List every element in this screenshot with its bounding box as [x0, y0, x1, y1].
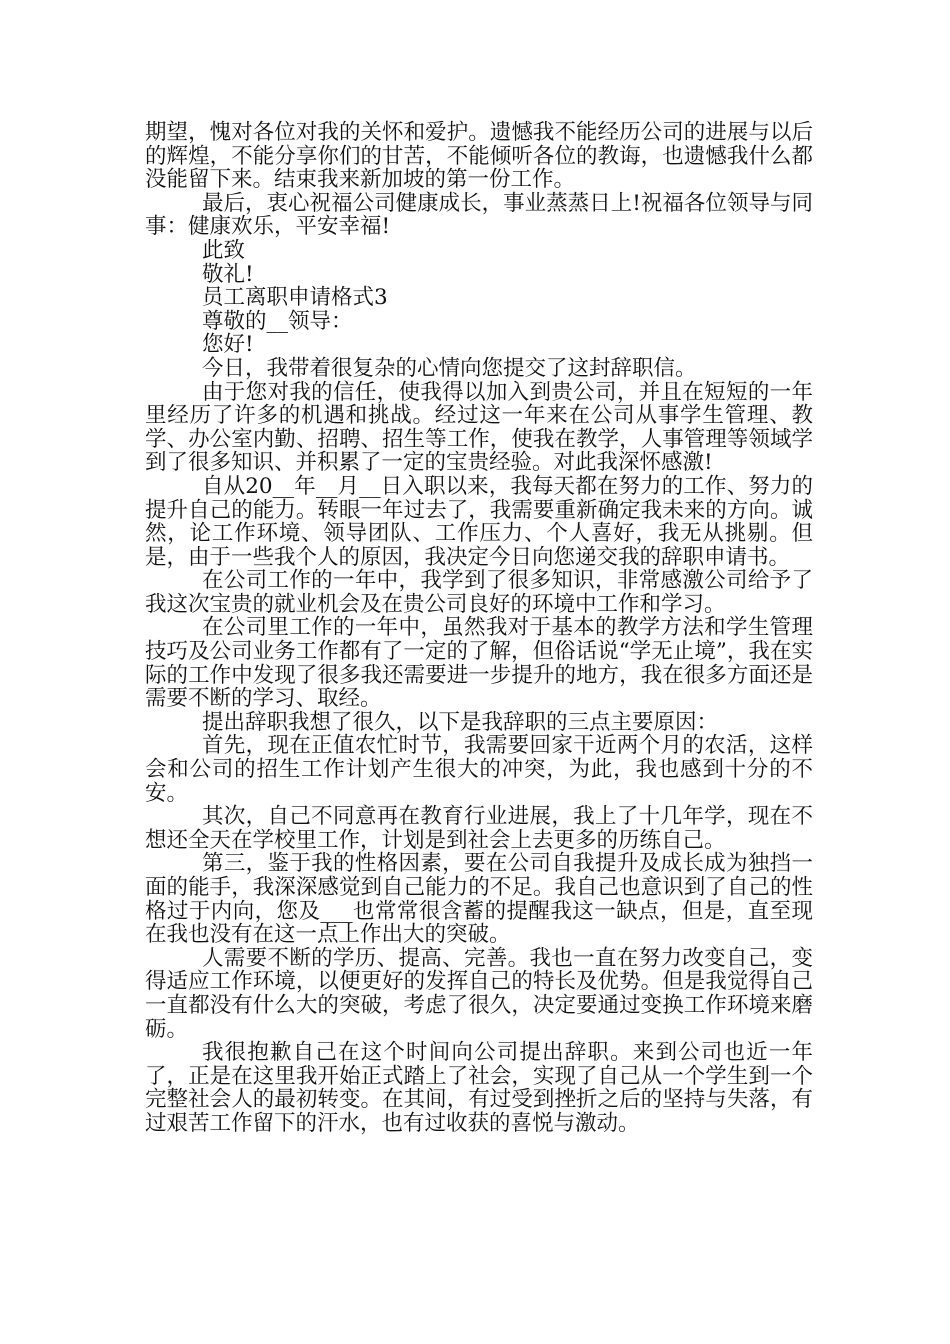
document-body: [145, 121, 813, 1136]
closing-line: 敬礼!: [202, 261, 254, 287]
section-heading: 员工离职申请格式3: [202, 285, 388, 311]
paragraph: 首先，现在正值农忙时节，我需要回家干近两个月的农活，这样会和公司的招生工作计划产生很大的冲突，为此，我也感到十分的不安。: [145, 733, 813, 806]
paragraph: 最后，衷心祝福公司健康成长，事业蒸蒸日上!祝福各位领导与同事：健康欢乐，平安幸福!: [145, 190, 813, 240]
paragraph: 由于您对我的信任，使我得以加入到贵公司，并且在短短的一年里经历了许多的机遇和挑战。经过这一年来在公司从事学生管理、教学、办公室内勤、招聘、招生等工作，使我在教学，人事管理等领域学到了很多知识、并积累了一定的宝贵经验。对此我深怀感激!: [145, 379, 813, 476]
paragraph: 第三，鉴于我的性格因素，要在公司自我提升及成长成为独挡一面的能手，我深深感觉到自己能力的不足。我自己也意识到了自己的性格过于内向，您及___也常常很含蓄的提醒我这一缺点，但是，直至现在我也没有在这一点上作出大的突破。: [145, 851, 813, 948]
greeting: 您好!: [202, 332, 254, 358]
closing-line: 此致: [202, 237, 246, 263]
paragraph: 自从20__年__月__日入职以来，我每天都在努力的工作、努力的提升自己的能力。转眼一年过去了，我需要重新确定我未来的方向。诚然，论工作环境、领导团队、工作压力、个人喜好，我无从挑剔。但是，由于一些我个人的原因，我决定今日向您递交我的辞职申请书。: [145, 473, 813, 570]
paragraph: 提出辞职我想了很久，以下是我辞职的三点主要原因：: [202, 709, 719, 735]
paragraph: 我很抱歉自己在这个时间向公司提出辞职。来到公司也近一年了，正是在这里我开始正式踏上了社会，实现了自己从一个学生到一个完整社会人的最初转变。在其间，有过受到挫折之后的坚持与失落，有过艰苦工作留下的汗水，也有过收获的喜悦与激动。: [145, 1040, 813, 1136]
paragraph: 其次，自己不同意再在教育行业进展，我上了十几年学，现在不想还全天在学校里工作，计划是到社会上去更多的历练自己。: [145, 804, 813, 853]
paragraph: 在公司里工作的一年中，虽然我对于基本的教学方法和学生管理技巧及公司业务工作都有了一定的了解，但俗话说“学无止境”，我在实际的工作中发现了很多我还需要进一步提升的地方，我在很多方面还是需要不断的学习、取经。: [145, 615, 813, 712]
paragraph: 人需要不断的学历、提高、完善。我也一直在努力改变自己，变得适应工作环境，以便更好的发挥自己的特长及优势。但是我觉得自己一直都没有什么大的突破，考虑了很久，决定要通过变换工作环境来磨砺。: [145, 945, 813, 1042]
paragraph: 在公司工作的一年中，我学到了很多知识，非常感激公司给予了我这次宝贵的就业机会及在贵公司良好的环境中工作和学习。: [145, 568, 813, 617]
paragraph: 今日，我带着很复杂的心情向您提交了这封辞职信。: [202, 355, 697, 381]
paragraph: 期望，愧对各位对我的关怀和爱护。遗憾我不能经历公司的进展与以后的辉煌，不能分享你们的甘苦，不能倾听各位的教诲，也遗憾我什么都没能留下来。结束我来新加坡的第一份工作。: [145, 120, 813, 193]
salutation: 尊敬的__领导：: [202, 308, 353, 334]
